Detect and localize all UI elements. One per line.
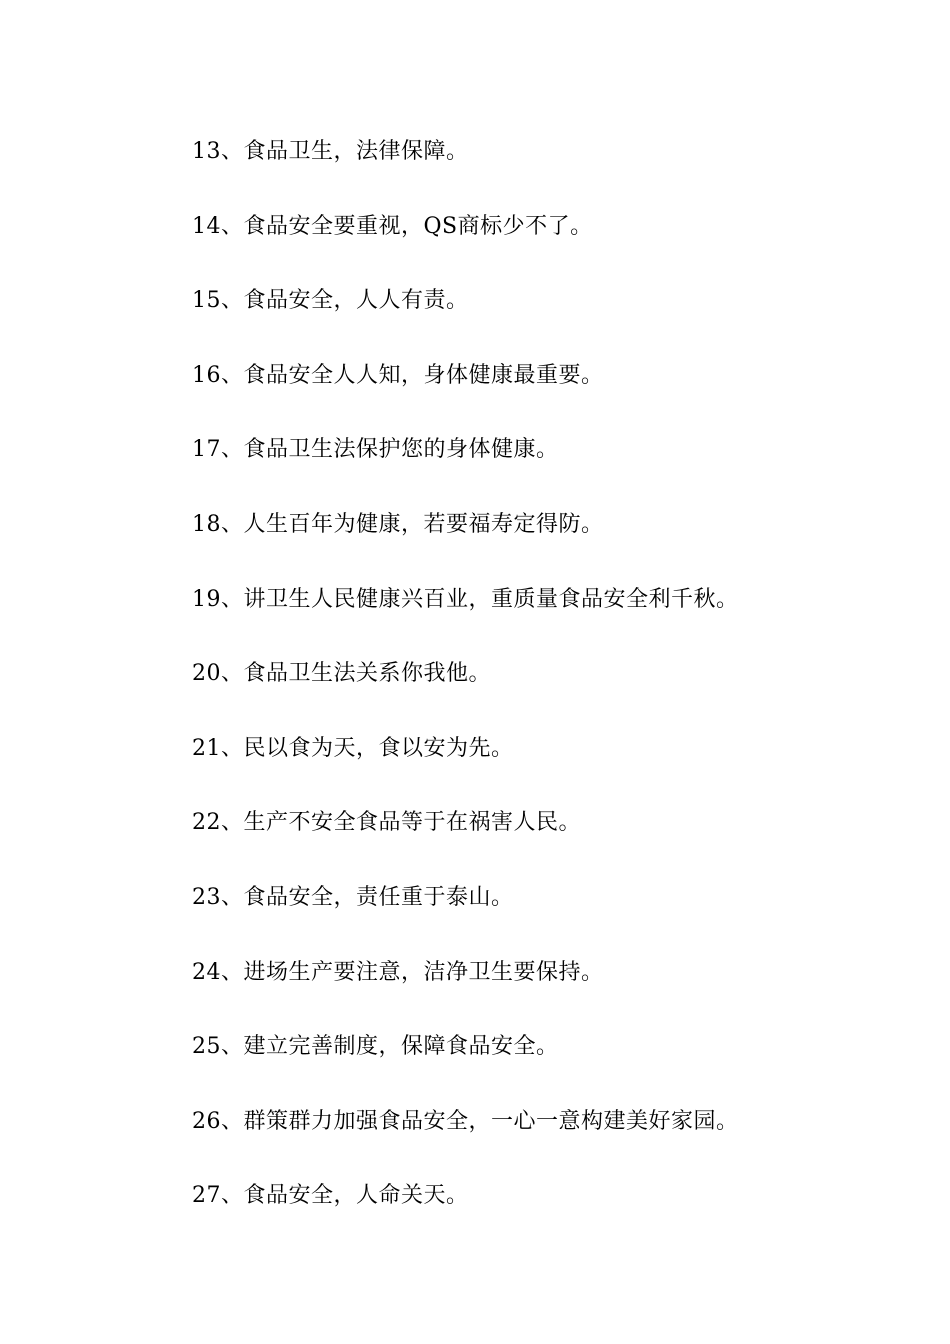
slogan-line-22: 22、生产不安全食品等于在祸害人民。	[192, 810, 581, 836]
slogan-line-26: 26、群策群力加强食品安全，一心一意构建美好家园。	[192, 1108, 739, 1134]
slogan-line-25: 25、建立完善制度，保障食品安全。	[192, 1034, 559, 1060]
slogan-line-17: 17、食品卫生法保护您的身体健康。	[192, 437, 559, 463]
slogan-line-27: 27、食品安全，人命关天。	[192, 1183, 469, 1209]
slogan-line-21: 21、民以食为天，食以安为先。	[192, 735, 514, 761]
slogan-list	[192, 136, 739, 1255]
slogan-line-14: 14、食品安全要重视，QS商标少不了。	[192, 213, 593, 239]
slogan-line-24: 24、进场生产要注意，洁净卫生要保持。	[192, 959, 604, 985]
slogan-line-16: 16、食品安全人人知，身体健康最重要。	[192, 362, 604, 388]
slogan-line-19: 19、讲卫生人民健康兴百业，重质量食品安全利千秋。	[192, 586, 739, 612]
slogan-line-15: 15、食品安全，人人有责。	[192, 288, 469, 314]
slogan-line-20: 20、食品卫生法关系你我他。	[192, 661, 491, 687]
slogan-line-23: 23、食品安全，责任重于泰山。	[192, 884, 514, 910]
slogan-line-13: 13、食品卫生，法律保障。	[192, 139, 469, 164]
slogan-line-18: 18、人生百年为健康，若要福寿定得防。	[192, 511, 604, 537]
